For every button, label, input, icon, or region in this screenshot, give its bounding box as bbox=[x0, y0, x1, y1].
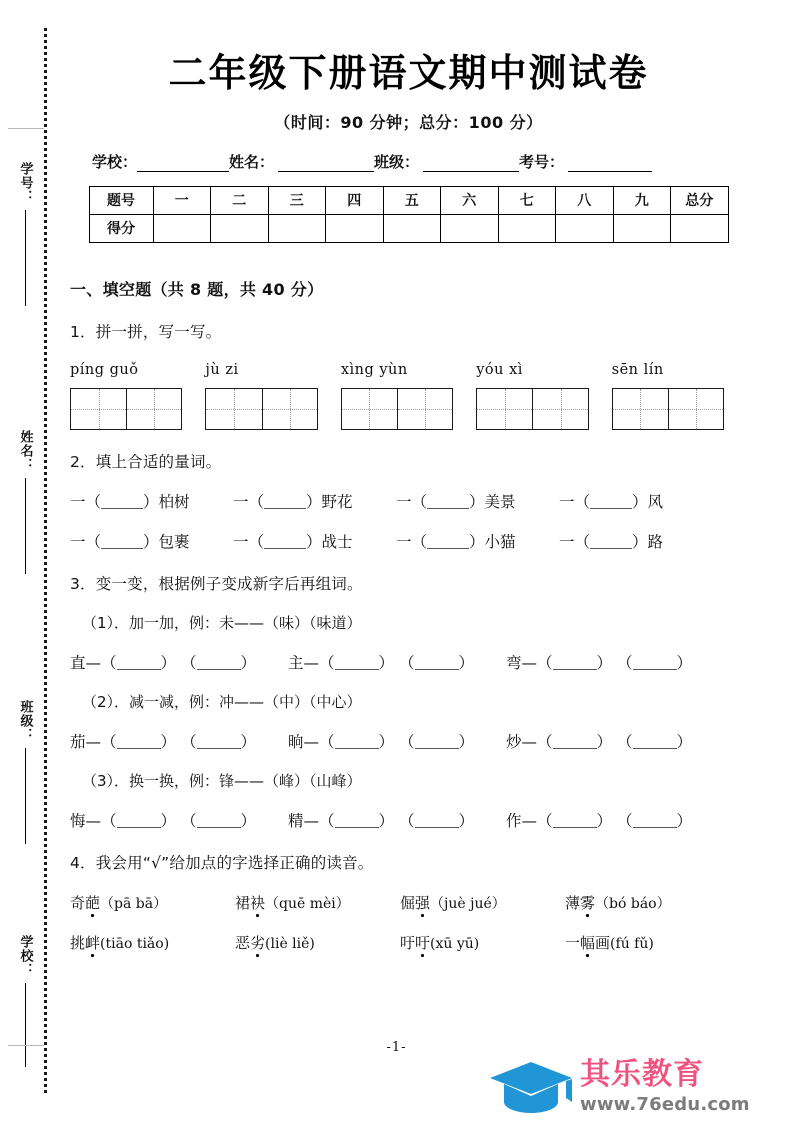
paren-close: ） bbox=[378, 811, 395, 830]
mw-blank[interactable] bbox=[590, 508, 632, 509]
paren-open: （ bbox=[537, 732, 553, 751]
mw-suffix: ） bbox=[143, 492, 159, 511]
exam-subtitle: （时间：90 分钟；总分：100 分） bbox=[274, 112, 543, 132]
student-info-line bbox=[70, 151, 747, 172]
sidebar-item-class bbox=[6, 700, 44, 844]
exam-no-label: 考号： bbox=[519, 152, 565, 171]
pronunciation-options[interactable]: （pā bā） bbox=[100, 895, 168, 912]
dotted-char: 幅 bbox=[580, 933, 596, 952]
seal-dotted-line bbox=[44, 28, 47, 1093]
table-row-question-numbers bbox=[89, 186, 728, 214]
row-header-score: 得分 bbox=[89, 214, 153, 242]
sidebar-underline bbox=[25, 210, 26, 306]
paren-open: （ bbox=[319, 811, 335, 830]
score-cell-q8[interactable] bbox=[556, 214, 614, 242]
mw-prefix: 一（ bbox=[559, 532, 591, 551]
score-cell-q4[interactable] bbox=[326, 214, 384, 242]
dotted-char: 衅 bbox=[85, 933, 101, 952]
tianzige-cell[interactable] bbox=[126, 389, 181, 429]
mw-prefix: 一（ bbox=[396, 532, 428, 551]
word-blank[interactable] bbox=[415, 669, 459, 670]
paren-close: ） bbox=[240, 653, 257, 672]
table-cell-q3: 三 bbox=[268, 186, 326, 214]
score-table bbox=[89, 186, 729, 243]
pronunciation-item[interactable] bbox=[400, 892, 565, 913]
mw-suffix: ） bbox=[306, 492, 322, 511]
paren-open: （ bbox=[180, 811, 197, 830]
paren-open: （ bbox=[537, 653, 553, 672]
score-cell-q9[interactable] bbox=[613, 214, 671, 242]
paren-close: ） bbox=[378, 653, 395, 672]
dash: — bbox=[85, 811, 102, 830]
question-3-part-1-row bbox=[70, 651, 747, 673]
question-3-part-2-label: （2）．减一减，例：冲——（中）（中心） bbox=[82, 692, 362, 711]
table-cell-q9: 九 bbox=[613, 186, 671, 214]
word-prefix: 恶 bbox=[235, 933, 251, 952]
change-char-item[interactable] bbox=[70, 809, 288, 831]
tianzige-grid-pair-1[interactable] bbox=[70, 388, 182, 430]
dash: — bbox=[303, 811, 320, 830]
name-input-blank[interactable] bbox=[278, 157, 374, 172]
paren-open: （ bbox=[398, 653, 415, 672]
word-blank[interactable] bbox=[415, 827, 459, 828]
paren-open: （ bbox=[616, 732, 633, 751]
mw-blank[interactable] bbox=[264, 508, 306, 509]
source-char: 作 bbox=[506, 811, 522, 830]
new-char-blank[interactable] bbox=[117, 748, 161, 749]
dash: — bbox=[303, 653, 320, 672]
measure-word-item[interactable] bbox=[70, 490, 233, 512]
tianzige-cell[interactable] bbox=[668, 389, 723, 429]
page-title: 二年级下册语文期中测试卷 bbox=[168, 50, 649, 95]
pinyin-label-3: xìng yùn bbox=[340, 361, 408, 378]
table-cell-total: 总分 bbox=[671, 186, 729, 214]
pronunciation-item[interactable] bbox=[400, 932, 565, 953]
dotted-char: 劣 bbox=[250, 933, 266, 952]
question-3-part-2-row bbox=[70, 730, 747, 752]
word-blank[interactable] bbox=[415, 748, 459, 749]
mw-suffix: ） bbox=[469, 532, 485, 551]
table-row-scores bbox=[89, 214, 728, 242]
new-char-blank[interactable] bbox=[553, 748, 597, 749]
pronunciation-options[interactable]: （bó báo） bbox=[595, 895, 671, 912]
change-char-item[interactable] bbox=[506, 730, 724, 752]
score-cell-q1[interactable] bbox=[153, 214, 211, 242]
tianzige-grid-pair-5[interactable] bbox=[612, 388, 724, 430]
source-char: 直 bbox=[70, 653, 86, 672]
site-logo[interactable] bbox=[488, 1056, 788, 1118]
mw-blank[interactable] bbox=[101, 508, 143, 509]
question-1-title: 1．拼一拼，写一写。 bbox=[70, 322, 222, 341]
left-margin-sidebar bbox=[0, 0, 56, 1121]
tianzige-cell[interactable] bbox=[262, 389, 317, 429]
pronunciation-options[interactable]: (xū yū) bbox=[430, 935, 480, 952]
score-cell-q2[interactable] bbox=[211, 214, 269, 242]
source-char: 悔 bbox=[70, 811, 86, 830]
mw-noun: 风 bbox=[647, 492, 664, 511]
school-label: 学校： bbox=[92, 152, 138, 171]
sidebar-item-label: 姓名： bbox=[17, 430, 33, 472]
measure-word-item[interactable] bbox=[559, 530, 722, 552]
mw-suffix: ） bbox=[632, 492, 648, 511]
pronunciation-item[interactable] bbox=[565, 932, 730, 953]
name-field[interactable] bbox=[229, 151, 374, 172]
pronunciation-item[interactable] bbox=[565, 892, 730, 913]
sidebar-item-label: 班级： bbox=[17, 700, 33, 742]
class-label: 班级： bbox=[374, 152, 420, 171]
mw-suffix: ） bbox=[632, 532, 648, 551]
pronunciation-item[interactable] bbox=[70, 892, 235, 913]
tianzige-cell[interactable] bbox=[613, 389, 668, 429]
word-prefix: 吁 bbox=[400, 933, 416, 952]
mw-prefix: 一（ bbox=[396, 492, 428, 511]
new-char-blank[interactable] bbox=[117, 669, 161, 670]
score-cell-q7[interactable] bbox=[498, 214, 556, 242]
graduation-cap-icon bbox=[488, 1058, 574, 1116]
pinyin-label-2: jù zi bbox=[205, 361, 239, 378]
exam-no-input-blank[interactable] bbox=[568, 157, 652, 172]
source-char: 弯 bbox=[506, 653, 522, 672]
new-char-blank[interactable] bbox=[335, 827, 379, 828]
class-input-blank[interactable] bbox=[423, 157, 519, 172]
question-4-row-2 bbox=[70, 932, 747, 953]
change-char-item[interactable] bbox=[70, 651, 288, 673]
logo-brand-name: 其乐教育 bbox=[580, 1056, 704, 1092]
pronunciation-options[interactable]: (liè liě) bbox=[265, 935, 315, 952]
source-char: 炒 bbox=[506, 732, 522, 751]
question-4-title: 4．我会用“√”给加点的字选择正确的读音。 bbox=[70, 853, 374, 872]
word-blank[interactable] bbox=[197, 827, 241, 828]
paren-open: （ bbox=[616, 811, 633, 830]
mw-prefix: 一（ bbox=[70, 492, 102, 511]
page-number: -1- bbox=[386, 1040, 407, 1055]
paren-open: （ bbox=[319, 653, 335, 672]
paren-open: （ bbox=[101, 653, 117, 672]
word-blank[interactable] bbox=[197, 669, 241, 670]
measure-word-item[interactable] bbox=[396, 490, 559, 512]
mw-noun: 包裹 bbox=[158, 532, 190, 551]
mw-suffix: ） bbox=[143, 532, 159, 551]
paren-open: （ bbox=[537, 811, 553, 830]
word-prefix: 倔 bbox=[400, 893, 416, 912]
section-heading-fill-in-blanks: 一、填空题（共 8 题，共 40 分） bbox=[70, 279, 324, 299]
paren-close: ） bbox=[240, 811, 257, 830]
dotted-char: 强 bbox=[415, 893, 431, 912]
sidebar-item-name bbox=[6, 430, 44, 574]
measure-word-item[interactable] bbox=[559, 490, 722, 512]
pronunciation-options[interactable]: （juè jué） bbox=[430, 895, 506, 912]
dotted-char: 吁 bbox=[415, 933, 431, 952]
paren-close: ） bbox=[676, 811, 693, 830]
dash: — bbox=[521, 653, 538, 672]
mw-noun: 美景 bbox=[484, 492, 516, 511]
score-cell-total[interactable] bbox=[671, 214, 729, 242]
word-prefix: 薄 bbox=[565, 893, 581, 912]
paren-close: ） bbox=[676, 732, 693, 751]
pronunciation-item[interactable] bbox=[70, 932, 235, 953]
tianzige-grid-pair-3[interactable] bbox=[341, 388, 453, 430]
mw-blank[interactable] bbox=[264, 548, 306, 549]
question-2-row-2 bbox=[70, 530, 747, 552]
measure-word-item[interactable] bbox=[396, 530, 559, 552]
measure-word-item[interactable] bbox=[233, 490, 396, 512]
dotted-char: 袂 bbox=[250, 893, 266, 912]
tianzige-cell[interactable] bbox=[532, 389, 587, 429]
word-prefix: 一 bbox=[565, 933, 581, 952]
paren-open: （ bbox=[180, 732, 197, 751]
question-3-part-1-label: （1）．加一加，例：未——（味）（味道） bbox=[82, 613, 362, 632]
score-cell-q6[interactable] bbox=[441, 214, 499, 242]
mw-noun: 路 bbox=[647, 532, 664, 551]
source-char: 主 bbox=[288, 653, 304, 672]
paren-close: ） bbox=[596, 811, 613, 830]
tianzige-cell[interactable] bbox=[397, 389, 452, 429]
pinyin-label-4: yóu xì bbox=[476, 361, 523, 378]
change-char-item[interactable] bbox=[288, 809, 506, 831]
score-cell-q5[interactable] bbox=[383, 214, 441, 242]
word-blank[interactable] bbox=[197, 748, 241, 749]
table-cell-q4: 四 bbox=[326, 186, 384, 214]
paren-close: ） bbox=[240, 732, 257, 751]
word-blank[interactable] bbox=[633, 748, 677, 749]
sidebar-divider-top bbox=[8, 128, 44, 129]
change-char-item[interactable] bbox=[70, 730, 288, 752]
paren-close: ） bbox=[596, 653, 613, 672]
word-prefix: 挑 bbox=[70, 933, 86, 952]
tianzige-grid-pair-2[interactable] bbox=[205, 388, 317, 430]
mw-suffix: ） bbox=[469, 492, 485, 511]
source-char: 晌 bbox=[288, 732, 304, 751]
question-3-part-3-row bbox=[70, 809, 747, 831]
paren-open: （ bbox=[319, 732, 335, 751]
paren-close: ） bbox=[378, 732, 395, 751]
mw-prefix: 一（ bbox=[233, 492, 265, 511]
question-2-title: 2．填上合适的量词。 bbox=[70, 452, 222, 471]
mw-noun: 野花 bbox=[321, 492, 353, 511]
table-cell-q8: 八 bbox=[556, 186, 614, 214]
mw-blank[interactable] bbox=[427, 508, 469, 509]
name-label: 姓名： bbox=[229, 152, 275, 171]
change-char-item[interactable] bbox=[288, 651, 506, 673]
word-suffix: 画 bbox=[595, 933, 611, 952]
change-char-item[interactable] bbox=[506, 651, 724, 673]
question-4-row-1 bbox=[70, 892, 747, 913]
dash: — bbox=[521, 732, 538, 751]
mw-blank[interactable] bbox=[590, 548, 632, 549]
mw-blank[interactable] bbox=[101, 548, 143, 549]
mw-noun: 战士 bbox=[321, 532, 353, 551]
dash: — bbox=[85, 732, 102, 751]
word-prefix: 裙 bbox=[235, 893, 251, 912]
mw-blank[interactable] bbox=[427, 548, 469, 549]
paren-open: （ bbox=[616, 653, 633, 672]
tianzige-grid-pair-4[interactable] bbox=[476, 388, 588, 430]
new-char-blank[interactable] bbox=[553, 827, 597, 828]
word-prefix: 奇 bbox=[70, 893, 86, 912]
mw-noun: 小猫 bbox=[484, 532, 516, 551]
paren-open: （ bbox=[101, 811, 117, 830]
paren-close: ） bbox=[676, 653, 693, 672]
pinyin-label-1: píng guǒ bbox=[70, 361, 139, 378]
paren-close: ） bbox=[596, 732, 613, 751]
sidebar-item-label: 学号： bbox=[17, 162, 33, 204]
change-char-item[interactable] bbox=[506, 809, 724, 831]
mw-noun: 柏树 bbox=[158, 492, 190, 511]
paren-open: （ bbox=[180, 653, 197, 672]
source-char: 茄 bbox=[70, 732, 86, 751]
sidebar-item-student-no bbox=[6, 162, 44, 306]
pronunciation-options[interactable]: (fú fǔ) bbox=[610, 935, 654, 952]
school-input-blank[interactable] bbox=[137, 157, 229, 172]
pronunciation-item[interactable] bbox=[235, 892, 400, 913]
mw-prefix: 一（ bbox=[559, 492, 591, 511]
table-cell-q7: 七 bbox=[498, 186, 556, 214]
pronunciation-item[interactable] bbox=[235, 932, 400, 953]
new-char-blank[interactable] bbox=[335, 669, 379, 670]
mw-suffix: ） bbox=[306, 532, 322, 551]
table-cell-q2: 二 bbox=[211, 186, 269, 214]
dotted-char: 雾 bbox=[580, 893, 596, 912]
dash: — bbox=[521, 811, 538, 830]
dash: — bbox=[303, 732, 320, 751]
measure-word-item[interactable] bbox=[70, 530, 233, 552]
sidebar-item-label: 学校： bbox=[17, 935, 33, 977]
paren-open: （ bbox=[101, 732, 117, 751]
tianzige-cell[interactable] bbox=[71, 389, 126, 429]
paren-close: ） bbox=[160, 653, 177, 672]
question-2-row-1 bbox=[70, 490, 747, 512]
pronunciation-options[interactable]: (tiāo tiǎo) bbox=[100, 935, 170, 952]
source-char: 精 bbox=[288, 811, 304, 830]
school-field[interactable] bbox=[92, 151, 229, 172]
logo-url: www.76edu.com bbox=[580, 1093, 750, 1115]
tianzige-cell[interactable] bbox=[477, 389, 532, 429]
table-cell-q1: 一 bbox=[153, 186, 211, 214]
paren-close: ） bbox=[458, 732, 475, 751]
dash: — bbox=[85, 653, 102, 672]
tianzige-cell[interactable] bbox=[206, 389, 261, 429]
dotted-char: 葩 bbox=[85, 893, 101, 912]
new-char-blank[interactable] bbox=[553, 669, 597, 670]
tianzige-cell[interactable] bbox=[342, 389, 397, 429]
table-cell-q5: 五 bbox=[383, 186, 441, 214]
question-3-part-3-label: （3）．换一换，例：锋——（峰）（山峰） bbox=[82, 771, 362, 790]
paren-close: ） bbox=[160, 732, 177, 751]
pronunciation-options[interactable]: （quē mèi） bbox=[265, 895, 350, 912]
class-field[interactable] bbox=[374, 151, 519, 172]
change-char-item[interactable] bbox=[288, 730, 506, 752]
logo-text-block bbox=[580, 1056, 750, 1115]
row-header-question-no: 题号 bbox=[89, 186, 153, 214]
new-char-blank[interactable] bbox=[117, 827, 161, 828]
table-cell-q6: 六 bbox=[441, 186, 499, 214]
word-blank[interactable] bbox=[633, 827, 677, 828]
word-blank[interactable] bbox=[633, 669, 677, 670]
sidebar-underline bbox=[25, 478, 26, 574]
paren-open: （ bbox=[398, 732, 415, 751]
score-cell-q3[interactable] bbox=[268, 214, 326, 242]
paren-close: ） bbox=[458, 811, 475, 830]
pinyin-label-5: sēn lín bbox=[611, 361, 664, 378]
sidebar-underline bbox=[25, 748, 26, 844]
exam-no-field[interactable] bbox=[519, 151, 652, 172]
paren-close: ） bbox=[160, 811, 177, 830]
exam-page bbox=[56, 0, 793, 1121]
question-1-writing-grids bbox=[70, 388, 747, 430]
question-3-title: 3．变一变，根据例子变成新字后再组词。 bbox=[70, 574, 363, 593]
mw-prefix: 一（ bbox=[70, 532, 102, 551]
new-char-blank[interactable] bbox=[335, 748, 379, 749]
question-1-pinyin-row bbox=[70, 362, 747, 378]
paren-open: （ bbox=[398, 811, 415, 830]
paren-close: ） bbox=[458, 653, 475, 672]
mw-prefix: 一（ bbox=[233, 532, 265, 551]
measure-word-item[interactable] bbox=[233, 530, 396, 552]
